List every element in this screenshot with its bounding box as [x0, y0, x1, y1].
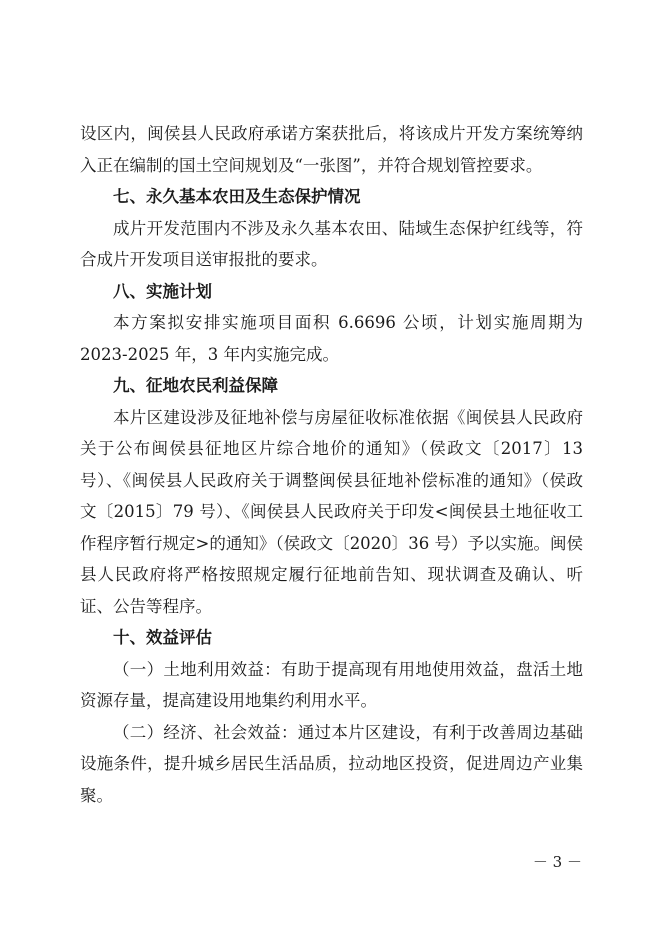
- section-10-item-2: （二）经济、社会效益：通过本片区建设，有利于改善周边基础设施条件，提升城乡居民生活品质，拉动地区投资，促进周边产业集聚。: [80, 722, 583, 805]
- section-7-paragraph: 成片开发范围内不涉及永久基本农田、陆域生态保护红线等，符合成片开发项目送审报批的要求。: [80, 218, 583, 269]
- section-7-heading: 七、永久基本农田及生态保护情况: [113, 187, 361, 206]
- document-body: [80, 118, 583, 811]
- section-9-paragraph: 本片区建设涉及征地补偿与房屋征收标准依据《闽侯县人民政府关于公布闽侯县征地区片综合地价的通知》（侯政文〔2017〕13号）、《闽侯县人民政府关于调整闽侯县征地补偿标准的通知》（侯政文〔2015〕79 号）、《闽侯县人民政府关于印发<闽侯县土地征收工作程序暂行规定>的通知》（侯政文〔2020〕36 号）予以实施。闽侯县人民政府将严格按照规定履行征地前告知、现状调查及确认、听证、公告等程序。: [80, 407, 583, 616]
- section-10-item-1: （一）土地利用效益：有助于提高现有用地使用效益，盘活土地资源存量，提高建设用地集约利用水平。: [80, 659, 583, 710]
- page-number: － 3 －: [532, 853, 582, 871]
- section-8-heading: 八、实施计划: [113, 281, 212, 301]
- section-8-paragraph: 本方案拟安排实施项目面积 6.6696 公顷，计划实施周期为2023-2025 年，3 年内实施完成。: [80, 313, 583, 364]
- continuation-paragraph: 设区内，闽侯县人民政府承诺方案获批后，将该成片开发方案统筹纳入正在编制的国土空间规划及“一张图”，并符合规划管控要求。: [80, 124, 583, 175]
- section-10-heading: 十、效益评估: [113, 628, 212, 647]
- section-9-heading: 九、征地农民利益保障: [113, 376, 278, 395]
